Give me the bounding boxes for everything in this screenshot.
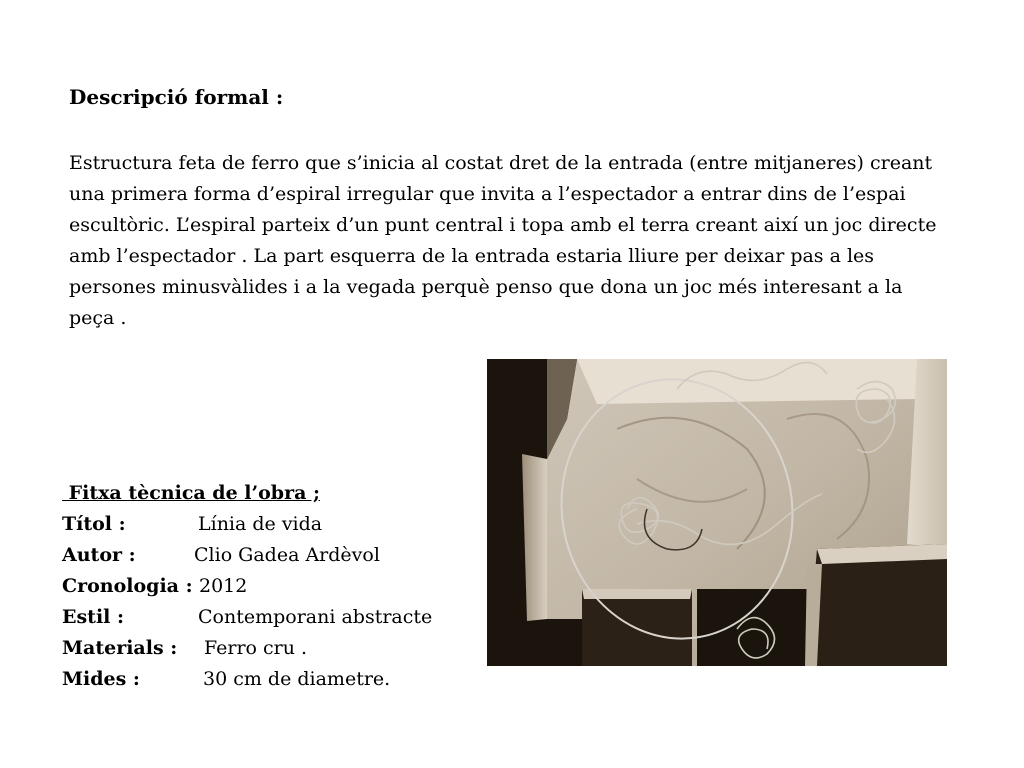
sheet-row-estil <box>62 602 482 633</box>
sheet-value: Ferro cru . <box>204 637 308 659</box>
sheet-value: Línia de vida <box>198 513 323 535</box>
sheet-label: Títol : <box>62 513 126 535</box>
technical-sheet <box>62 478 482 695</box>
sheet-row-cronologia <box>62 571 482 602</box>
sheet-label: Materials : <box>62 637 178 659</box>
sheet-row-mides <box>62 664 482 695</box>
sheet-value: Contemporani abstracte <box>198 606 433 628</box>
sheet-row-titol <box>62 509 482 540</box>
sheet-value: Clio Gadea Ardèvol <box>194 544 380 566</box>
sheet-label: Estil : <box>62 606 125 628</box>
sheet-value: 2012 <box>199 575 248 597</box>
sheet-value: 30 cm de diametre. <box>203 668 391 690</box>
section-heading: Descripció formal : <box>69 85 284 109</box>
sculpture-model-photo <box>487 359 947 666</box>
sheet-row-autor <box>62 540 482 571</box>
sheet-label: Mides : <box>62 668 140 690</box>
sheet-label: Cronologia : <box>62 575 193 597</box>
description-paragraph: Estructura feta de ferro que s’inicia al costat dret de la entrada (entre mitjaneres) creant una primera forma d’espiral irregular que invita a l’espectador a entrar dins de l’espai escultòric. L’espiral parteix d’un punt central i topa amb el terra creant així un joc directe amb l’espectador . La part esquerra de la entrada estaria lliure per deixar pas a les persones minusvàlides i a la vegada perquè penso que dona un joc més interesant a la peça . <box>69 152 937 329</box>
sheet-label: Autor : <box>62 544 136 566</box>
technical-sheet-title: Fitxa tècnica de l’obra ; <box>62 482 321 504</box>
sheet-row-materials <box>62 633 482 664</box>
